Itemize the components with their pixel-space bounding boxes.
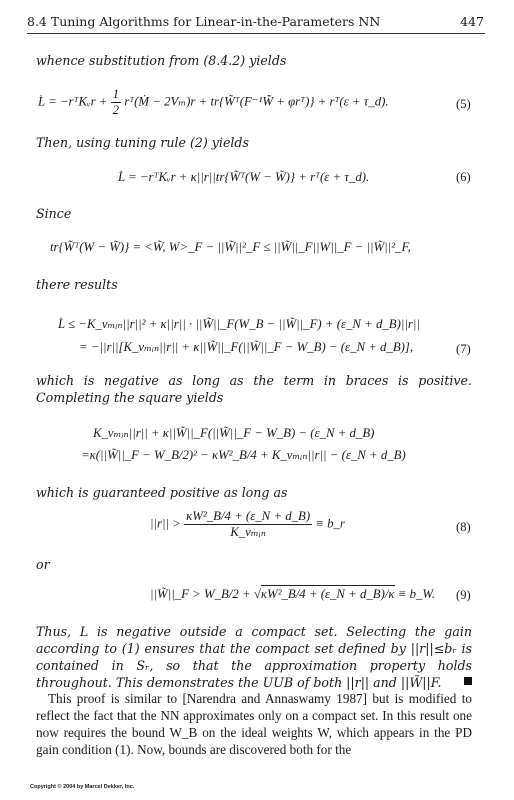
- eq9-radicand: κW²_B/4 + (ε_N + d_B)/κ: [260, 587, 395, 601]
- equation-7-line1: L̇ ≤ −K_vₘᵢₙ||r||² + κ||r|| · ||W̃||_F(W_B − ||W̃||_F) + (ε_N + d_B)||r||: [58, 317, 420, 331]
- eq5-half-num: 1: [112, 87, 120, 101]
- equation-8: [150, 509, 345, 540]
- section-title: 8.4 Tuning Algorithms for Linear-in-the-Parameters NN: [27, 14, 381, 29]
- paragraph: whence substitution from (8.4.2) yields: [36, 53, 287, 68]
- eq5-half: [111, 87, 121, 118]
- eq9-rhs: ≡ b_W.: [397, 587, 436, 601]
- eq8-fraction: [184, 509, 312, 540]
- square-line2: =κ(||W̃||_F − W_B/2)² − κW²_B/4 + K_vₘᵢₙ||r|| − (ε_N + d_B): [81, 448, 406, 462]
- equation-9: [150, 585, 435, 602]
- equation-number: (7): [456, 342, 471, 356]
- square-line1: K_vₘᵢₙ||r|| + κ||W̃||_F(||W̃||_F − W_B) − (ε_N + d_B): [93, 426, 375, 440]
- running-header: [27, 14, 484, 32]
- paragraph: Since: [36, 206, 72, 221]
- equation-7-line2: = −||r||[K_vₘᵢₙ||r|| + κ||W̃||_F(||W̃||_F − W_B) − (ε_N + d_B)],: [79, 340, 414, 354]
- eq8-rhs: ≡ b_r: [315, 516, 345, 531]
- eq8-denominator: K_vₘᵢₙ: [230, 525, 266, 539]
- header-rule: [27, 33, 485, 34]
- eq5-half-den: 2: [112, 103, 120, 117]
- eq8-lhs: ||r|| >: [150, 516, 181, 531]
- eq8-numerator: κW²_B/4 + (ε_N + d_B): [186, 509, 311, 523]
- paragraph: or: [36, 557, 50, 572]
- qed-mark: [464, 677, 472, 685]
- equation-since: tr{W̃ᵀ(W − W̃)} = <W̃, W>_F − ||W̃||²_F ≤ ||W̃||_F||W||_F − ||W̃||²_F,: [50, 240, 411, 254]
- equation-6: L̇ = −rᵀKᵥr + κ||r||tr{W̃ᵀ(W − W̃)} + rᵀ(ε + τ_d).: [118, 170, 370, 184]
- page-number: 447: [460, 14, 484, 29]
- copyright-footer: Copyright © 2004 by Marcel Dekker, Inc.: [30, 784, 135, 790]
- paragraph: Then, using tuning rule (2) yields: [36, 135, 249, 150]
- equation-5: [38, 87, 389, 118]
- eq5-rhs: rᵀ(Ṁ − 2Vₘ)r + tr{W̃ᵀ(F⁻¹W̃̇ + φrᵀ)} + rᵀ(ε + τ_d).: [124, 94, 389, 109]
- paragraph: Thus, L is negative outside a compact set. Selecting the gain according to (1) ensures that the compact set defined by ||r||≤bᵣ is contained in Sᵣ, so that the approximation property holds throughout. This demonstrates the UUB of both ||r|| and ||W̃||F.: [36, 624, 472, 690]
- paragraph: there results: [36, 277, 118, 292]
- equation-number: (6): [456, 170, 471, 184]
- paragraph: This proof is similar to [Narendra and Annaswamy 1987] but is modified to reflect the fact that the NN approximates only on a compact set. In this result one now requires the bound W_B on the ideal weights W, which appears in the PD gain condition (1). Now, bounds are discovered both for the: [36, 691, 472, 757]
- paragraph: which is negative as long as the term in braces is positive. Completing the square yields: [36, 373, 472, 405]
- eq9-lhs: ||W̃||_F > W_B/2 +: [150, 587, 251, 601]
- paragraph: which is guaranteed positive as long as: [36, 485, 288, 500]
- equation-number: (5): [456, 97, 471, 111]
- sqrt-sign: √: [253, 587, 261, 601]
- equation-number: (8): [456, 520, 471, 534]
- eq5-lhs: L̇ = −rᵀKᵥr +: [38, 94, 108, 109]
- equation-number: (9): [456, 588, 471, 602]
